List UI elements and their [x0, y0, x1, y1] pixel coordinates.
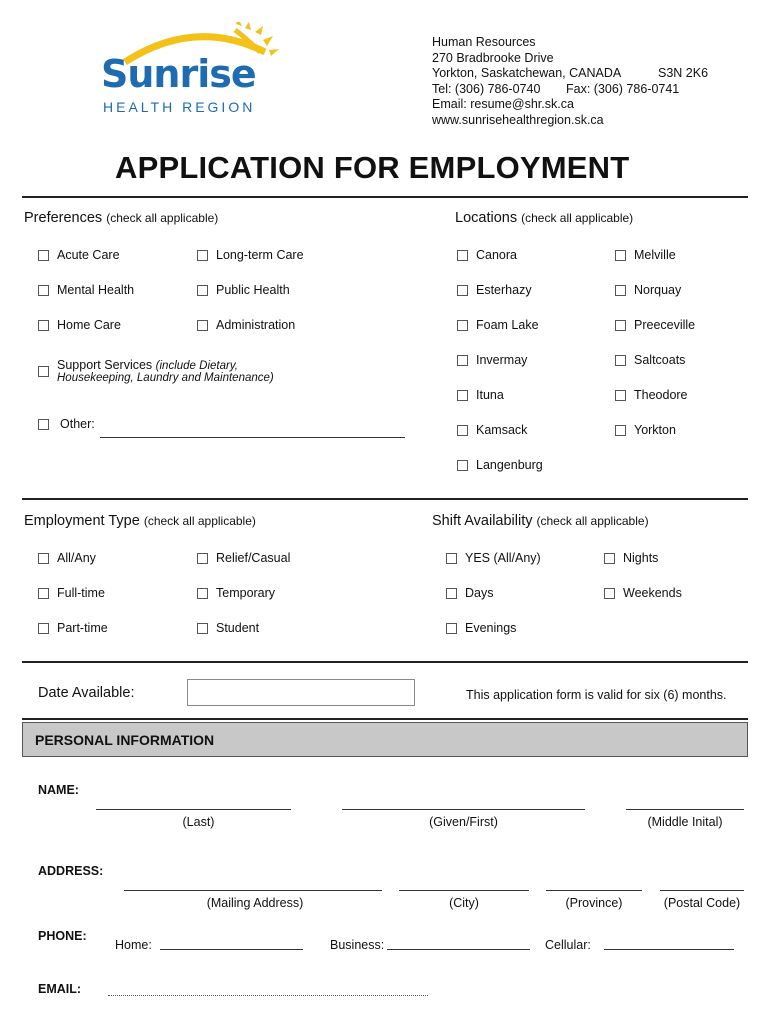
email-label: EMAIL: — [38, 982, 82, 996]
pref-other[interactable]: Other: — [38, 417, 95, 431]
checkbox[interactable] — [197, 588, 208, 599]
shift-heading — [432, 513, 649, 529]
address-email: Email: resume@shr.sk.ca — [432, 97, 574, 111]
checkbox[interactable] — [38, 419, 49, 430]
pref-home-care[interactable]: Home Care — [38, 318, 121, 332]
phone-business-label: Business: — [330, 938, 385, 952]
emp-all-any[interactable]: All/Any — [38, 551, 96, 565]
employment-type-heading — [24, 513, 256, 529]
locations-hint: (check all applicable) — [521, 211, 634, 225]
emp-full-time[interactable]: Full-time — [38, 586, 105, 600]
checkbox[interactable] — [615, 285, 626, 296]
emp-temporary[interactable]: Temporary — [197, 586, 275, 600]
loc-norquay[interactable]: Norquay — [615, 283, 681, 297]
postal-code-line[interactable] — [660, 890, 744, 891]
checkbox[interactable] — [457, 355, 468, 366]
address-web: www.sunrisehealthregion.sk.ca — [432, 112, 604, 127]
loc-esterhazy[interactable]: Esterhazy — [457, 283, 532, 297]
loc-theodore[interactable]: Theodore — [615, 388, 688, 402]
checkbox[interactable] — [38, 320, 49, 331]
pref-support-services[interactable]: Support Services (include Dietary, Housekeeping, Laundry and Maintenance) — [38, 358, 274, 384]
locations-title: Locations — [455, 210, 518, 226]
address-tel: Tel: (306) 786-0740 — [432, 81, 541, 96]
shift-title: Shift Availability — [432, 513, 533, 529]
preferences-title: Preferences — [24, 210, 103, 226]
checkbox[interactable] — [457, 425, 468, 436]
pref-mental-health[interactable]: Mental Health — [38, 283, 134, 297]
last-name-line[interactable] — [96, 809, 291, 810]
caption-mailing-address: (Mailing Address) — [206, 896, 304, 910]
checkbox[interactable] — [615, 425, 626, 436]
checkbox[interactable] — [38, 623, 49, 634]
email-line[interactable] — [108, 995, 428, 996]
phone-cell-label: Cellular: — [545, 938, 591, 952]
checkbox[interactable] — [615, 250, 626, 261]
logo-subtitle: HEALTH REGION — [103, 99, 256, 115]
validity-note: This application form is valid for six (6) months. — [466, 688, 727, 702]
checkbox[interactable] — [38, 553, 49, 564]
loc-preeceville[interactable]: Preeceville — [615, 318, 695, 332]
mailing-address-line[interactable] — [124, 890, 382, 891]
preferences-hint: (check all applicable) — [106, 211, 219, 225]
province-line[interactable] — [546, 890, 642, 891]
organization-address — [432, 35, 732, 128]
loc-yorkton[interactable]: Yorkton — [615, 423, 676, 437]
personal-info-title: PERSONAL INFORMATION — [35, 731, 215, 748]
employment-type-title: Employment Type — [24, 513, 140, 529]
personal-info-header — [22, 722, 748, 757]
checkbox[interactable] — [457, 285, 468, 296]
logo-wordmark: Sunrise — [101, 52, 256, 96]
emp-part-time[interactable]: Part-time — [38, 621, 108, 635]
checkbox[interactable] — [38, 366, 49, 377]
checkbox[interactable] — [457, 250, 468, 261]
caption-postal-code: (Postal Code) — [663, 896, 741, 910]
checkbox[interactable] — [615, 390, 626, 401]
caption-last: (Last) — [182, 815, 215, 829]
phone-business-line[interactable] — [387, 949, 530, 950]
address-city: Yorkton, Saskatchewan, CANADA — [432, 66, 622, 80]
pref-administration[interactable]: Administration — [197, 318, 295, 332]
date-available-label: Date Available: — [38, 685, 135, 701]
loc-ituna[interactable]: Ituna — [457, 388, 504, 402]
checkbox[interactable] — [446, 588, 457, 599]
phone-cell-line[interactable] — [604, 949, 734, 950]
name-label: NAME: — [38, 783, 79, 797]
checkbox[interactable] — [615, 320, 626, 331]
employment-type-hint: (check all applicable) — [143, 514, 256, 528]
phone-home-label: Home: — [115, 938, 152, 952]
address-street: 270 Bradbrooke Drive — [432, 50, 554, 65]
emp-student[interactable]: Student — [197, 621, 259, 635]
shift-weekends[interactable]: Weekends — [604, 586, 682, 600]
checkbox[interactable] — [457, 390, 468, 401]
date-available-input[interactable] — [187, 679, 415, 706]
address-postal: S3N 2K6 — [658, 66, 709, 80]
preferences-heading — [24, 210, 218, 226]
checkbox[interactable] — [457, 320, 468, 331]
section-divider — [22, 498, 748, 500]
other-input-line[interactable] — [100, 437, 405, 438]
checkbox[interactable] — [604, 553, 615, 564]
city-line[interactable] — [399, 890, 529, 891]
phone-label: PHONE: — [38, 929, 87, 943]
loc-melville[interactable]: Melville — [615, 248, 676, 262]
checkbox[interactable] — [446, 553, 457, 564]
logo — [95, 22, 295, 117]
shift-evenings[interactable]: Evenings — [446, 621, 516, 635]
caption-middle: (Middle Inital) — [647, 815, 723, 829]
checkbox[interactable] — [604, 588, 615, 599]
shift-hint: (check all applicable) — [536, 514, 649, 528]
pref-acute-care[interactable]: Acute Care — [38, 248, 120, 262]
checkbox[interactable] — [615, 355, 626, 366]
loc-kamsack[interactable]: Kamsack — [457, 423, 527, 437]
checkbox[interactable] — [446, 623, 457, 634]
checkbox[interactable] — [38, 250, 49, 261]
locations-heading — [455, 210, 633, 226]
loc-langenburg[interactable]: Langenburg — [457, 458, 543, 472]
checkbox[interactable] — [38, 285, 49, 296]
shift-days[interactable]: Days — [446, 586, 493, 600]
section-divider — [22, 661, 748, 663]
loc-foam-lake[interactable]: Foam Lake — [457, 318, 539, 332]
emp-relief-casual[interactable]: Relief/Casual — [197, 551, 290, 565]
checkbox[interactable] — [197, 623, 208, 634]
checkbox[interactable] — [197, 285, 208, 296]
address-dept: Human Resources — [432, 35, 536, 49]
address-fax: Fax: (306) 786-0741 — [566, 81, 680, 96]
shift-yes-all[interactable]: YES (All/Any) — [446, 551, 541, 565]
caption-province: (Province) — [565, 896, 623, 910]
checkbox[interactable] — [197, 250, 208, 261]
checkbox[interactable] — [38, 588, 49, 599]
pref-public-health[interactable]: Public Health — [197, 283, 290, 297]
checkbox[interactable] — [197, 320, 208, 331]
caption-city: (City) — [449, 896, 479, 910]
middle-initial-line[interactable] — [626, 809, 744, 810]
phone-home-line[interactable] — [160, 949, 303, 950]
address-label: ADDRESS: — [38, 864, 104, 878]
checkbox[interactable] — [197, 553, 208, 564]
pref-long-term-care[interactable]: Long-term Care — [197, 248, 304, 262]
caption-given-first: (Given/First) — [429, 815, 498, 829]
loc-invermay[interactable]: Invermay — [457, 353, 527, 367]
section-divider — [22, 718, 748, 720]
checkbox[interactable] — [457, 460, 468, 471]
shift-nights[interactable]: Nights — [604, 551, 658, 565]
title-divider — [22, 196, 748, 198]
loc-saltcoats[interactable]: Saltcoats — [615, 353, 685, 367]
page-title: APPLICATION FOR EMPLOYMENT — [115, 150, 630, 185]
first-name-line[interactable] — [342, 809, 585, 810]
loc-canora[interactable]: Canora — [457, 248, 517, 262]
